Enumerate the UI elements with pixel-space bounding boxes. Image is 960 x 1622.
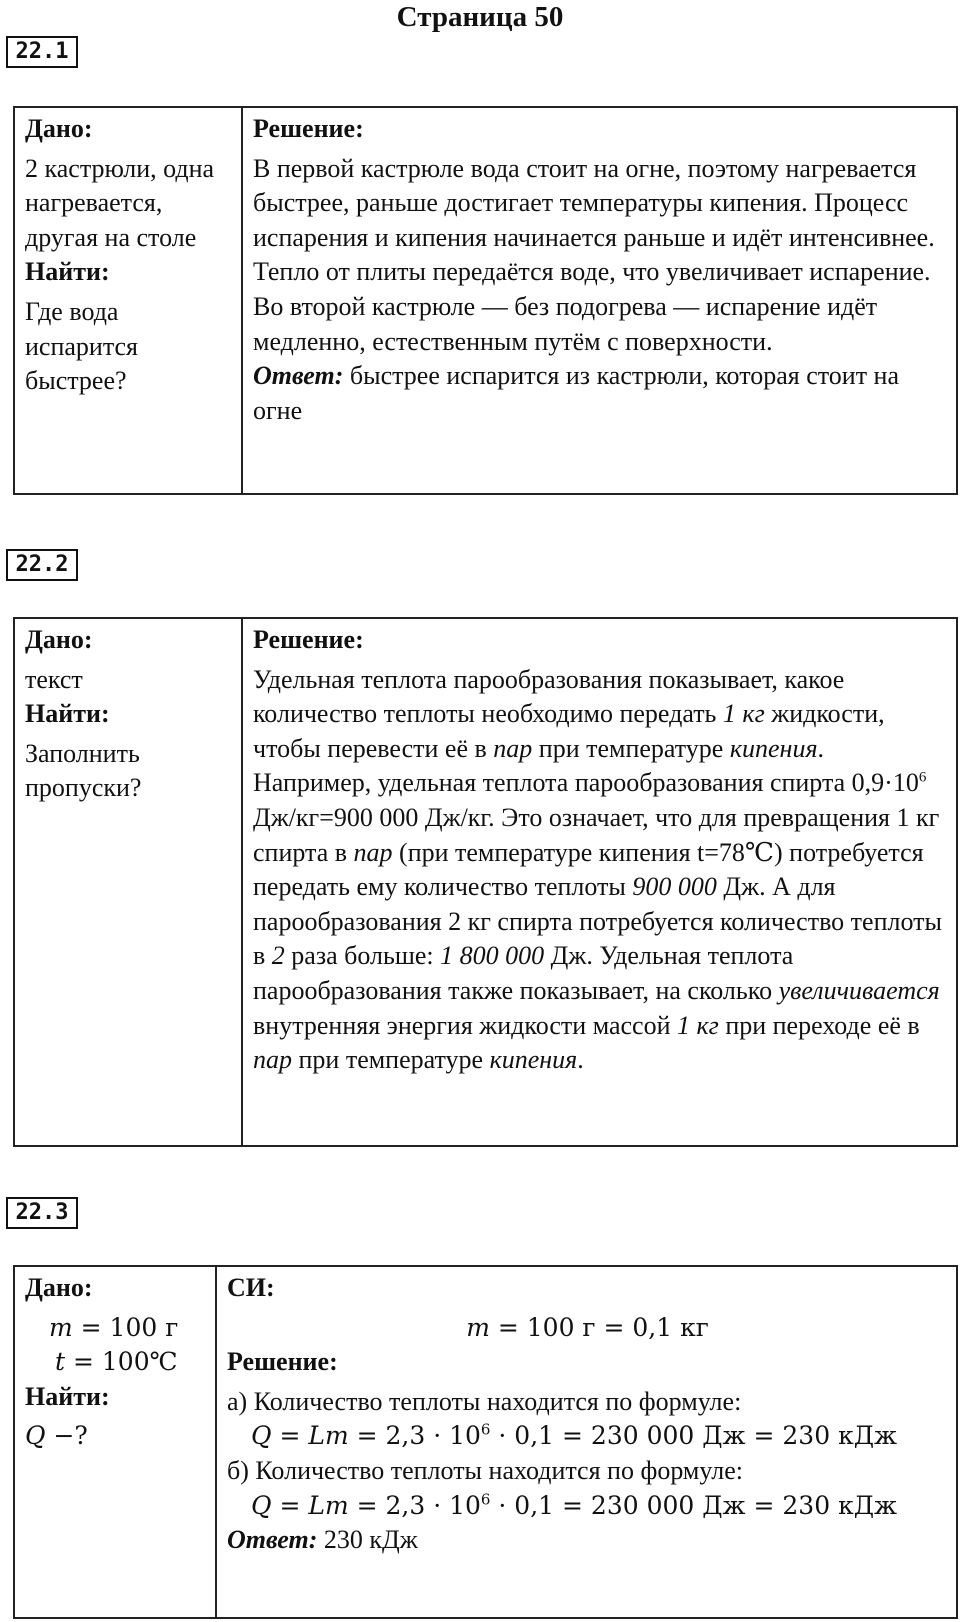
- temperature-value: = 100℃: [65, 1347, 178, 1377]
- answer-text: быстрее испарится из кастрюли, которая стоит на огне: [253, 361, 900, 425]
- formula-q: Q: [251, 1421, 272, 1451]
- formula-result: · 0,1 = 230 000 Дж = 230 кДж: [490, 1490, 898, 1520]
- si-value: = 100 г = 0,1 кг: [489, 1312, 709, 1342]
- text-segment: раза больше:: [284, 941, 441, 971]
- formula-result: · 0,1 = 230 000 Дж = 230 кДж: [490, 1421, 898, 1451]
- solution-column: [242, 618, 957, 1146]
- formula-eq: =: [271, 1421, 309, 1451]
- formula-exponent: 6: [480, 1421, 491, 1440]
- text-segment: Дж/кг=900 000 Дж/кг. Это означает, что для превращения 1 кг спирта в: [253, 802, 940, 867]
- find-label: Найти:: [25, 699, 110, 729]
- mass-variable: m: [49, 1312, 73, 1342]
- task-number-22-1: 22.1: [6, 36, 78, 68]
- text-segment: Удельная теплота парообразования показывает, какое количество теплоты необходимо передать: [253, 664, 845, 729]
- filled-blank: кипения: [489, 1045, 578, 1075]
- formula-b: [227, 1489, 948, 1524]
- text-segment: при переходе её в: [718, 1010, 920, 1040]
- given-column: [14, 1266, 216, 1618]
- filled-blank: 900 000: [632, 872, 717, 902]
- solution-label: Решение:: [253, 114, 364, 143]
- formula-eq: =: [271, 1490, 309, 1520]
- given-mass: [25, 1311, 207, 1346]
- given-label: Дано:: [25, 625, 93, 654]
- task-number-22-2: 22.2: [6, 549, 78, 581]
- filled-blank: пар: [353, 837, 393, 867]
- part-a-text: а) Количество теплоты находится по формуле:: [227, 1386, 742, 1416]
- text-segment: при температуре: [292, 1045, 490, 1075]
- given-temperature: [25, 1345, 207, 1380]
- si-label: СИ:: [227, 1273, 275, 1302]
- formula-exponent: 6: [480, 1490, 491, 1509]
- find-text: Заполнить пропуски?: [25, 738, 142, 803]
- find-rest: −?: [45, 1421, 88, 1451]
- answer-line: [253, 359, 948, 428]
- text-segment: при температуре: [532, 733, 730, 763]
- text-segment: .: [577, 1045, 584, 1075]
- text-segment: Дж. Удельная теплота парообразования также показывает, на сколько: [253, 941, 794, 1005]
- answer-text: 230 кДж: [317, 1525, 418, 1555]
- heat-variable: Q: [25, 1421, 46, 1451]
- filled-blank: 1 кг: [722, 699, 765, 729]
- filled-blank: пар: [493, 733, 533, 763]
- filled-blank: пар: [253, 1045, 292, 1075]
- solution-paragraph: В первой кастрюле вода стоит на огне, поэтому нагревается быстрее, раньше достигает температуры кипения. Процесс испарения и кипения начинается раньше и идёт интенсивнее. Тепло от плиты передаётся воде, что увеличивает испарение.: [253, 153, 935, 287]
- filled-blank: 1 кг: [677, 1010, 719, 1040]
- temperature-variable: t: [55, 1347, 66, 1377]
- task-22-2-table: [13, 617, 958, 1147]
- filled-blank: 1 800 000: [440, 941, 545, 971]
- text-segment: Дж. А для парообразования 2 кг спирта потребуется количество теплоты в: [253, 872, 942, 971]
- solution-column: [216, 1266, 957, 1618]
- formula-q: Q: [251, 1490, 272, 1520]
- text-segment: жидкости, чтобы перевести её в: [253, 699, 885, 763]
- exponent: 6: [918, 769, 927, 786]
- page-title: Страница 50: [396, 1, 564, 33]
- filled-blank: 2: [271, 941, 285, 971]
- part-b-text: б) Количество теплоты находится по формуле:: [227, 1455, 743, 1485]
- given-column: [14, 107, 242, 494]
- formula-coef: = 2,3 · 10: [348, 1421, 481, 1451]
- text-segment: . Например, удельная теплота парообразования спирта 0,9·10: [253, 733, 919, 798]
- task-number-22-3: 22.3: [6, 1197, 78, 1229]
- filled-blank: кипения: [729, 733, 818, 763]
- task-22-3-table: [13, 1265, 958, 1619]
- task-22-1-table: [13, 106, 958, 495]
- solution-label: Решение:: [253, 625, 364, 654]
- formula-lm: Lm: [308, 1490, 349, 1520]
- solution-paragraph: Во второй кастрюле — без подогрева — испарение идёт медленно, естественным путём с поверхности.: [253, 291, 878, 356]
- solution-label: Решение:: [227, 1347, 338, 1377]
- given-label: Дано:: [25, 1273, 93, 1302]
- text-segment: (при температуре кипения t=78℃) потребуется передать ему количество теплоты: [253, 837, 924, 902]
- answer-line: [227, 1523, 948, 1558]
- solution-column: [242, 107, 957, 494]
- mass-variable: m: [466, 1312, 490, 1342]
- formula-a: [227, 1419, 948, 1454]
- filled-blank: увеличивается: [778, 975, 940, 1005]
- si-conversion: [227, 1311, 948, 1346]
- find-text: [25, 1419, 207, 1454]
- answer-label: Ответ:: [227, 1525, 318, 1555]
- solution-paragraph: [253, 663, 948, 1078]
- given-column: [14, 618, 242, 1146]
- find-label: Найти:: [25, 257, 110, 287]
- answer-label: Ответ:: [253, 361, 344, 391]
- mass-value: = 100 г: [72, 1312, 179, 1342]
- formula-coef: = 2,3 · 10: [348, 1490, 481, 1520]
- given-text: текст: [25, 664, 83, 694]
- given-text: 2 кастрюли, одна нагревается, другая на столе: [25, 153, 215, 252]
- text-segment: внутренняя энергия жидкости массой: [253, 1010, 677, 1040]
- find-text: Где вода испарится быстрее?: [25, 296, 139, 396]
- find-label: Найти:: [25, 1381, 110, 1411]
- formula-lm: Lm: [308, 1421, 349, 1451]
- given-label: Дано:: [25, 114, 93, 143]
